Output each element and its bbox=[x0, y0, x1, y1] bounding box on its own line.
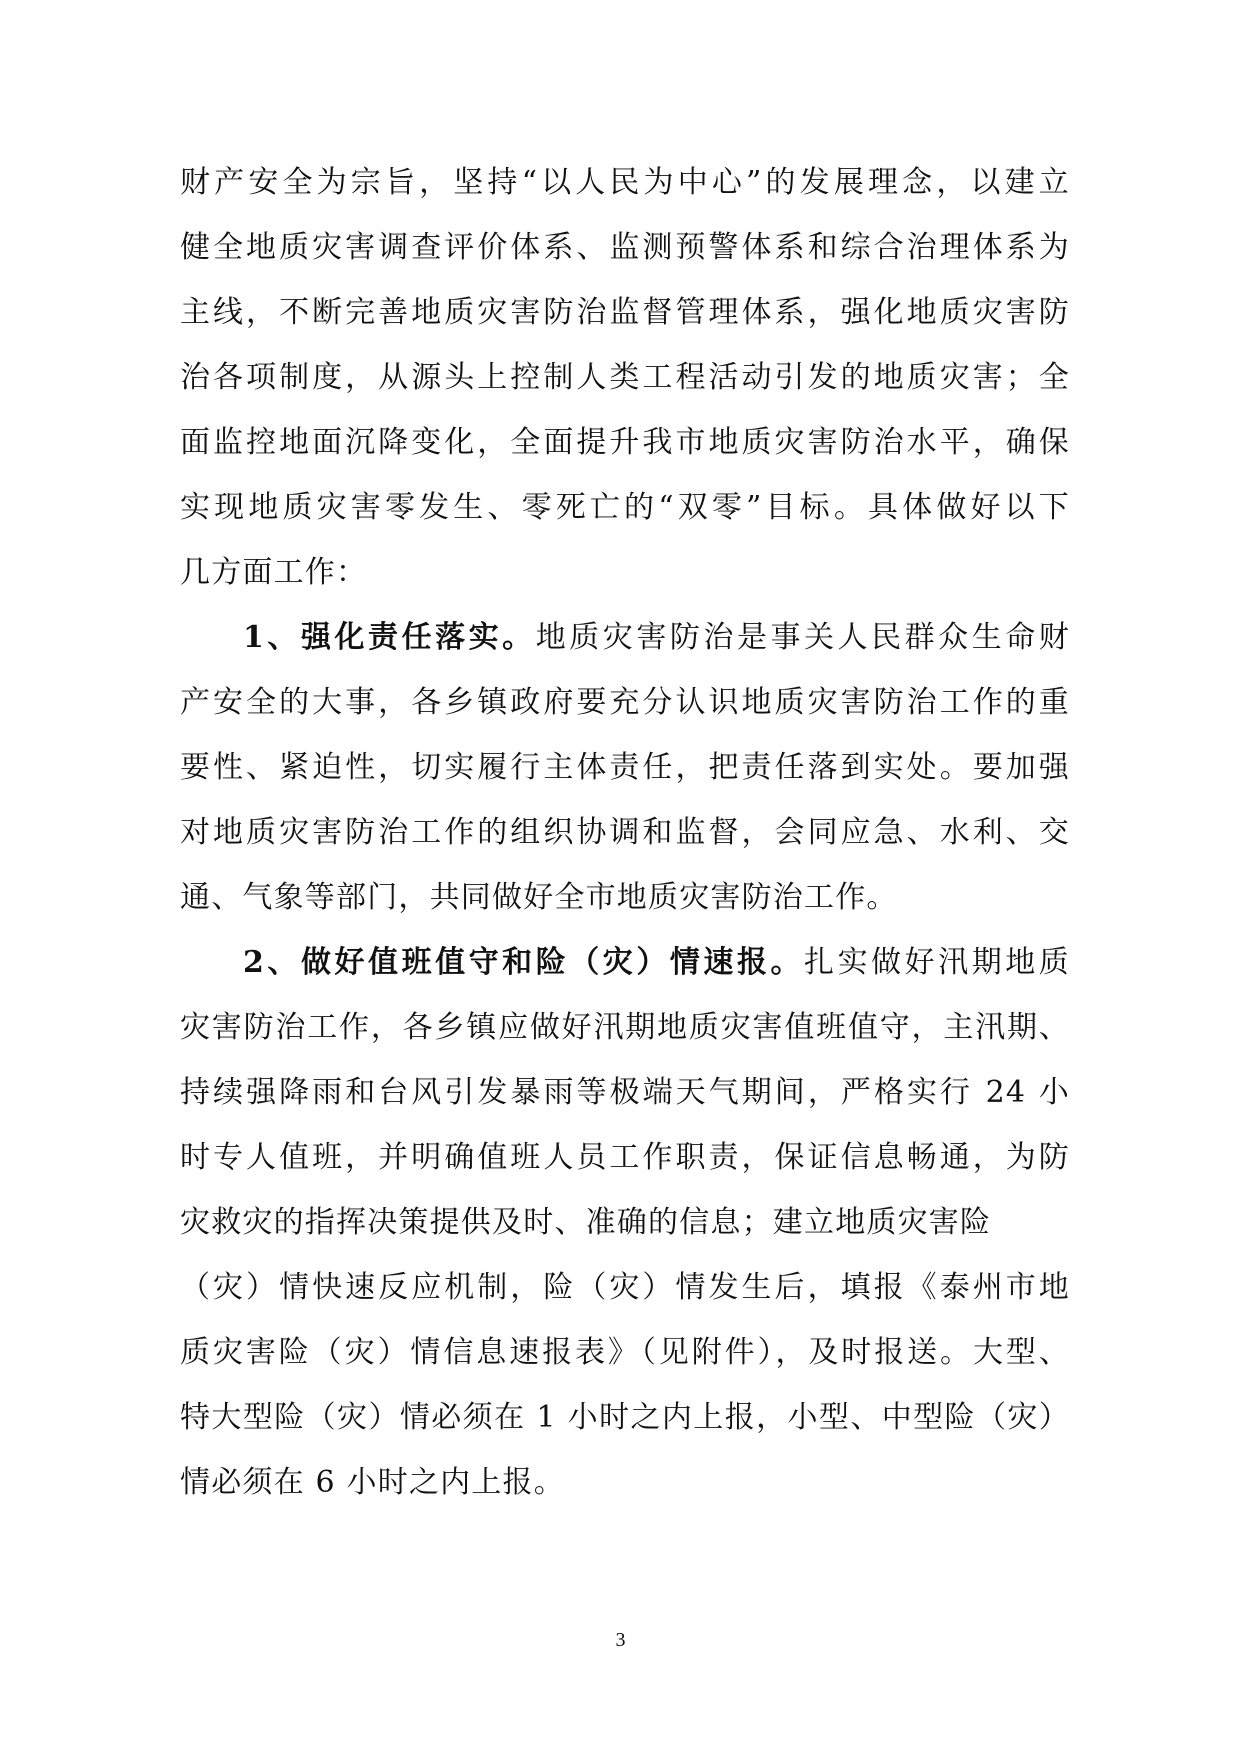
text-line: 灾救灾的指挥决策提供及时、准确的信息；建立地质灾害险 bbox=[180, 1205, 992, 1240]
numbered-item-first-line bbox=[180, 605, 1070, 670]
page-number: 3 bbox=[615, 1629, 626, 1651]
text-run: 地质灾害防治是事关人民群众生命财 bbox=[535, 620, 1070, 655]
text-line: 特大型险（灾）情必须在 1 小时之内上报，小型、中型险（灾） bbox=[180, 1400, 1070, 1435]
text-line: 产安全的大事，各乡镇政府要充分认识地质灾害防治工作的重 bbox=[180, 685, 1070, 720]
numbered-item-first-line bbox=[180, 930, 1070, 995]
section-heading-1: 1、强化责任落实。 bbox=[243, 620, 536, 655]
text-line: 灾害防治工作，各乡镇应做好汛期地质灾害值班值守，主汛期、 bbox=[180, 1010, 1070, 1045]
text-line: 质灾害险（灾）情信息速报表》（见附件），及时报送。大型、 bbox=[180, 1335, 1070, 1370]
text-line: 时专人值班，并明确值班人员工作职责，保证信息畅通，为防 bbox=[180, 1140, 1070, 1175]
section-heading-2: 2、做好值班值守和险（灾）情速报。 bbox=[243, 945, 805, 980]
text-line: 实现地质灾害零发生、零死亡的“双零”目标。具体做好以下 bbox=[180, 490, 1070, 525]
text-line: 几方面工作： bbox=[180, 555, 368, 590]
text-line: 主线，不断完善地质灾害防治监督管理体系，强化地质灾害防 bbox=[180, 295, 1070, 330]
text-line: 财产安全为宗旨，坚持“以人民为中心”的发展理念，以建立 bbox=[180, 165, 1070, 200]
text-line: 面监控地面沉降变化，全面提升我市地质灾害防治水平，确保 bbox=[180, 425, 1070, 460]
text-line: 要性、紧迫性，切实履行主体责任，把责任落到实处。要加强 bbox=[180, 750, 1070, 785]
document-body bbox=[180, 150, 1070, 1515]
text-line: 通、气象等部门，共同做好全市地质灾害防治工作。 bbox=[180, 880, 898, 915]
text-line: 健全地质灾害调查评价体系、监测预警体系和综合治理体系为 bbox=[180, 230, 1070, 265]
text-line: 治各项制度，从源头上控制人类工程活动引发的地质灾害；全 bbox=[180, 360, 1070, 395]
text-line: 持续强降雨和台风引发暴雨等极端天气期间，严格实行 24 小 bbox=[180, 1075, 1070, 1110]
text-line: 对地质灾害防治工作的组织协调和监督，会同应急、水利、交 bbox=[180, 815, 1070, 850]
text-line: 情必须在 6 小时之内上报。 bbox=[180, 1465, 565, 1500]
text-run: 扎实做好汛期地质 bbox=[804, 945, 1070, 980]
text-line: （灾）情快速反应机制，险（灾）情发生后，填报《泰州市地 bbox=[180, 1270, 1070, 1305]
